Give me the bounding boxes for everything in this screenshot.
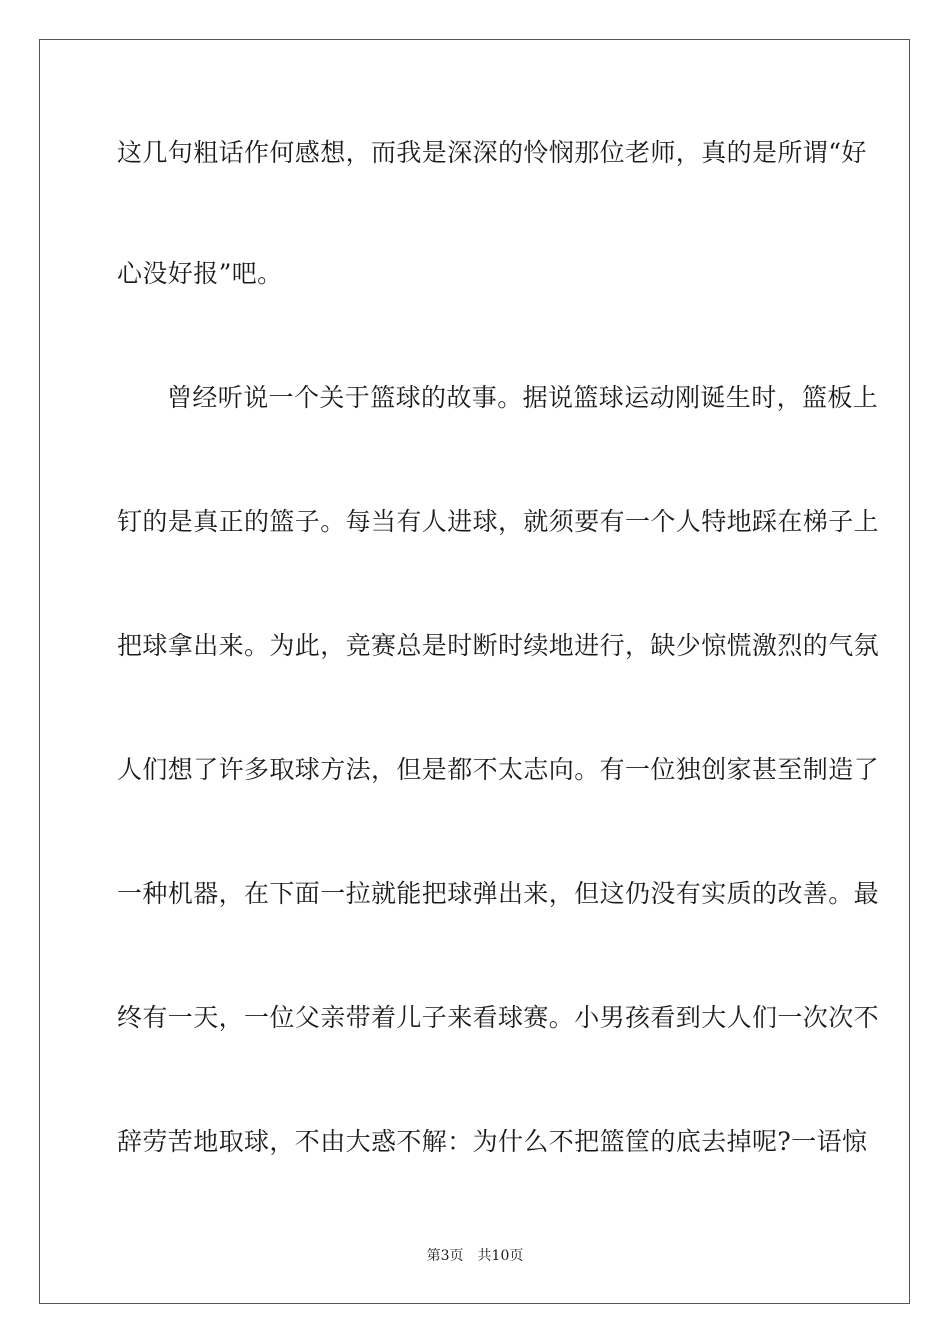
text-line-6: 人们想了许多取球方法，但是都不太志向。有一位独创家甚至制造了 <box>117 755 880 784</box>
text-line-3: 曾经听说一个关于篮球的故事。据说篮球运动刚诞生时，篮板上 <box>167 383 879 412</box>
text-line-8: 终有一天，一位父亲带着儿子来看球赛。小男孩看到大人们一次次不 <box>117 1003 880 1032</box>
text-line-5: 把球拿出来。为此，竞赛总是时断时续地进行，缺少惊慌激烈的气氛 <box>117 631 880 660</box>
text-line-9: 辞劳苦地取球，不由大惑不解：为什么不把篮筐的底去掉呢?一语惊 <box>117 1127 868 1156</box>
page-footer: 第3页 共10页 <box>426 1248 524 1264</box>
text-line-2: 心没好报”吧。 <box>117 259 283 288</box>
text-line-1: 这几句粗话作何感想，而我是深深的怜悯那位老师，真的是所谓“好 <box>117 138 867 167</box>
text-line-4: 钉的是真正的篮子。每当有人进球，就须要有一个人特地踩在梯子上 <box>117 507 880 536</box>
text-line-7: 一种机器，在下面一拉就能把球弹出来，但这仍没有实质的改善。最 <box>117 879 880 908</box>
page-border <box>39 39 910 1304</box>
